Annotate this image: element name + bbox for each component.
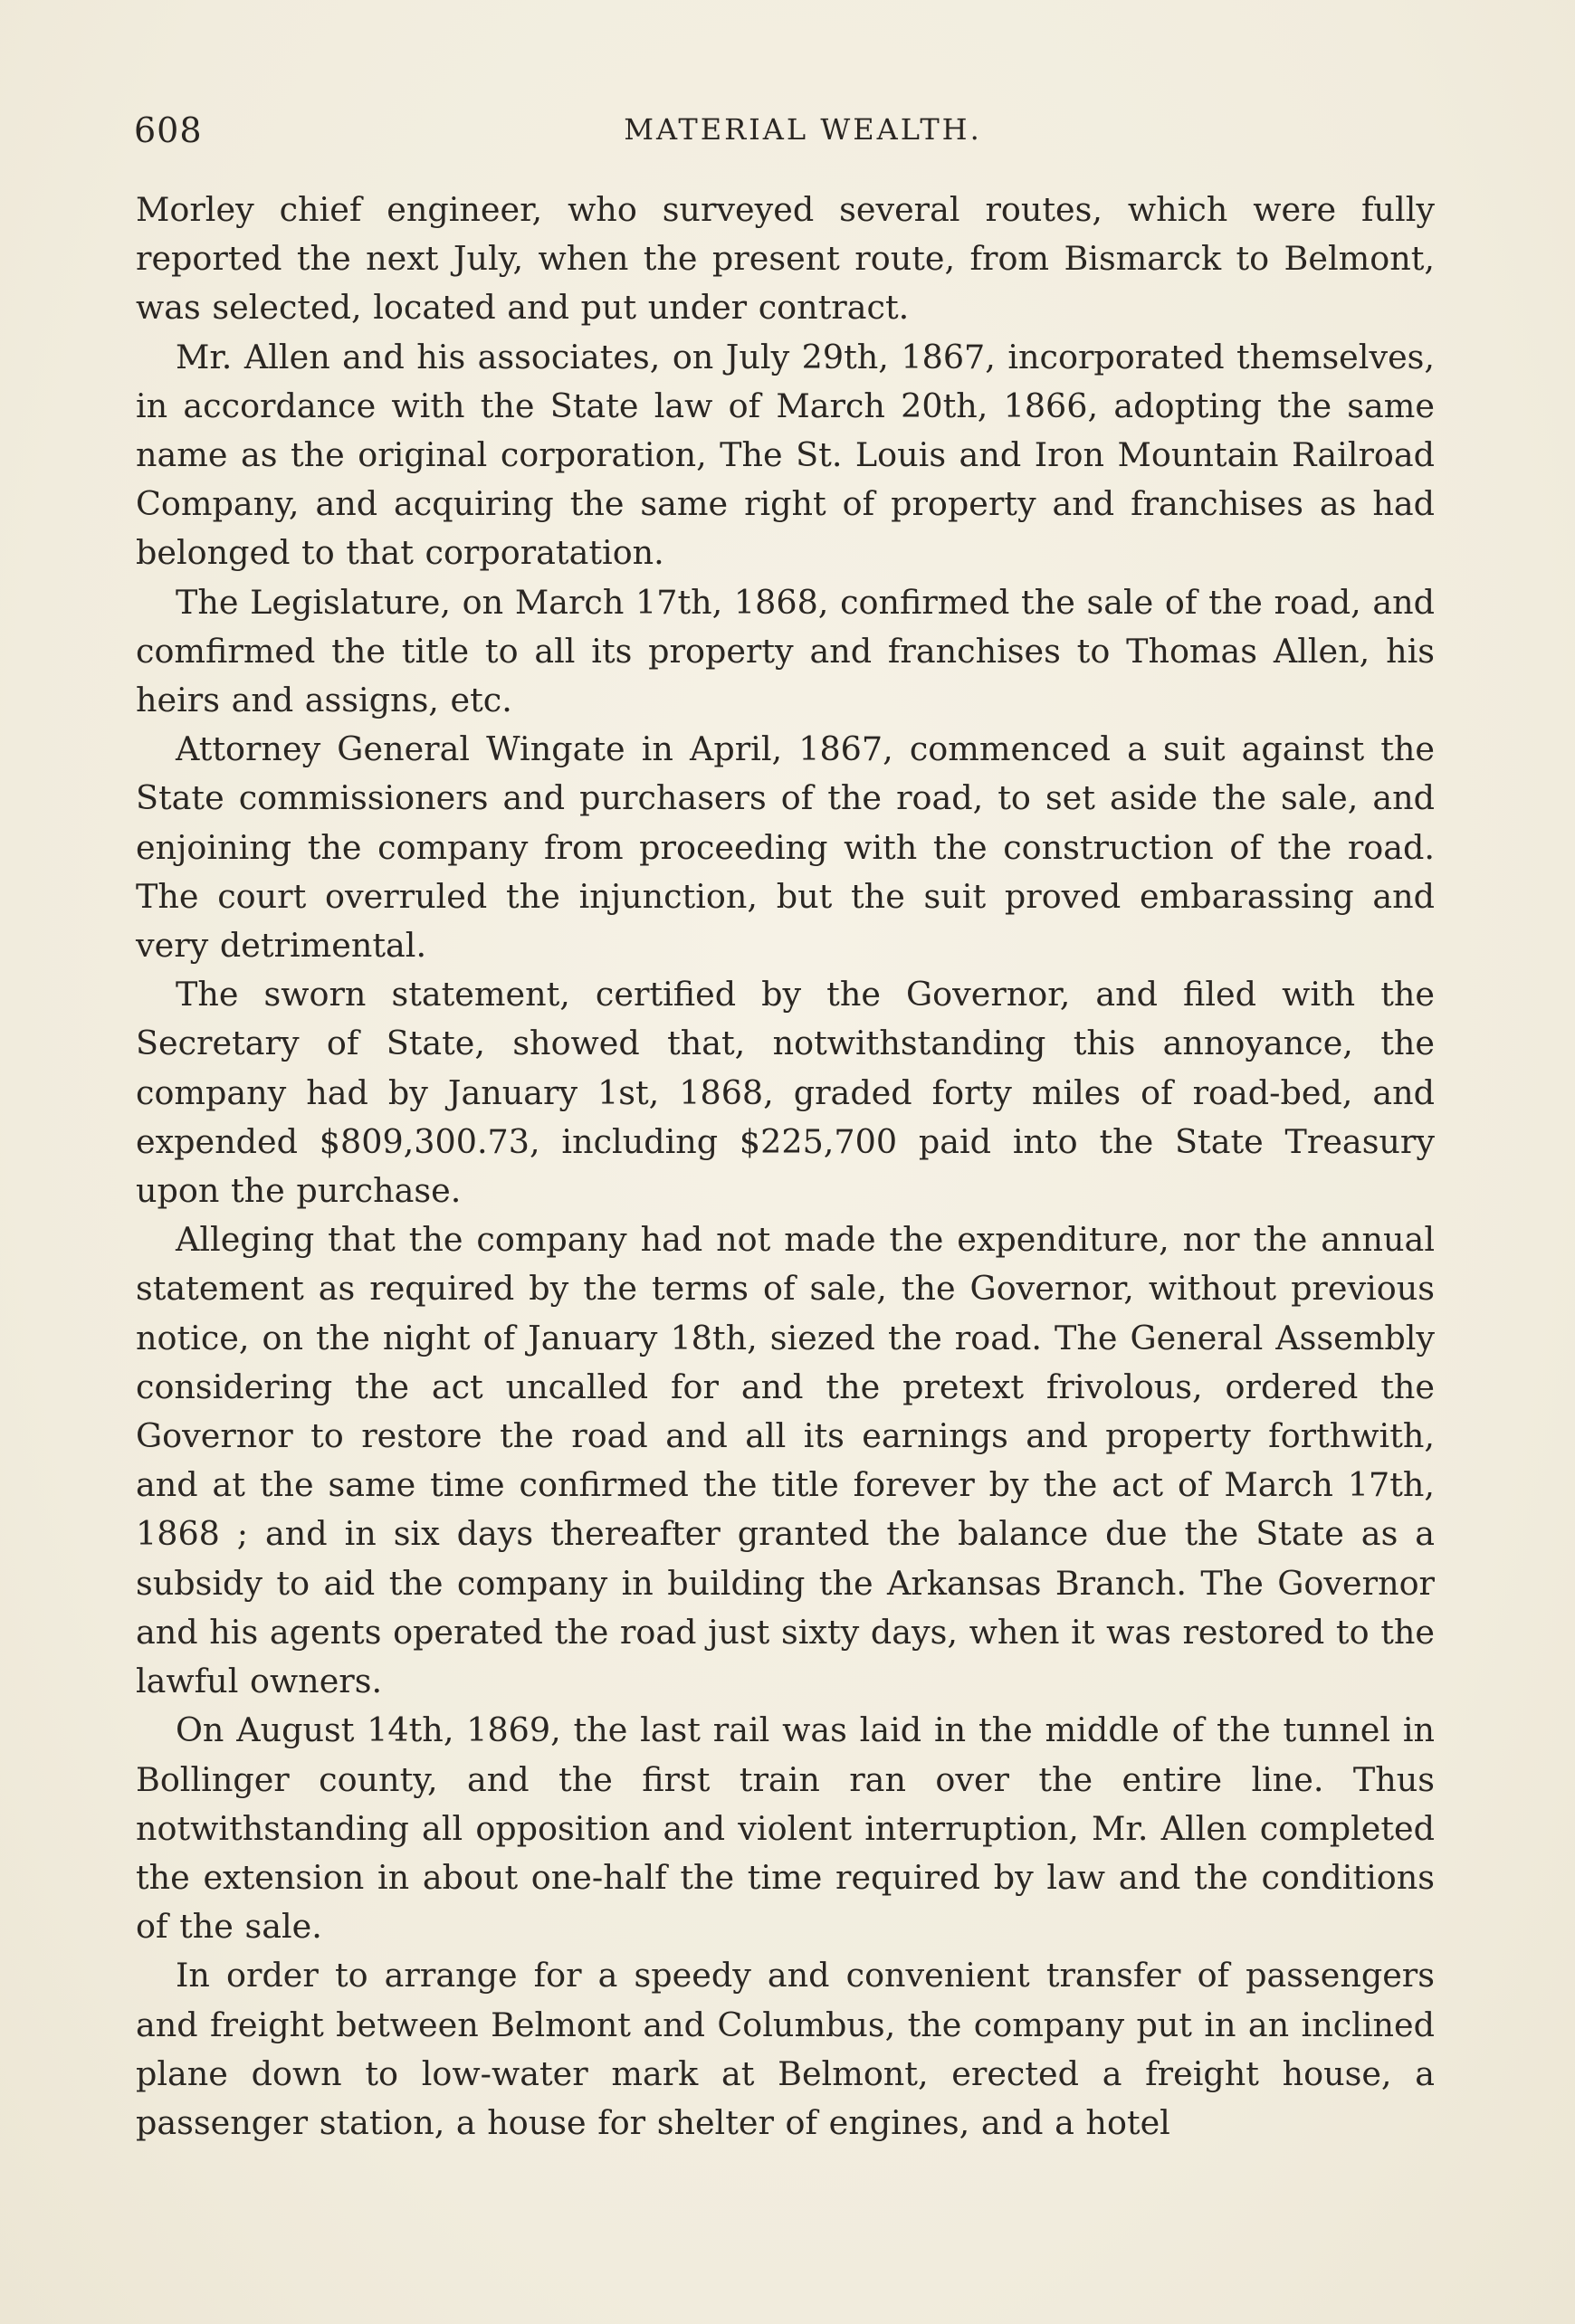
running-head (134, 110, 1436, 156)
body-text (136, 186, 1435, 2148)
paragraph: Mr. Allen and his associates, on July 29th, 1867, incorporated themselves, in accordance with the State law of March 20th, 1866, adopting the same name as the original corporation, The St. Louis and Iron Mountain Railroad Company, and acquiring the same right of property and franchises as had belonged to that corporatation. (136, 337, 1435, 573)
page-number: 608 (134, 110, 203, 150)
running-title: MATERIAL WEALTH. (624, 112, 982, 147)
paragraph: On August 14th, 1869, the last rail was laid in the middle of the tunnel in Bollinger county, and the first train ran over the entire line. Thus notwithstanding all opposition and violent interruption, Mr. Allen completed the extension in about one-half the time required by law and the conditions of the sale. (136, 1710, 1435, 1947)
paragraph: Alleging that the company had not made the expenditure, nor the annual statement as required by the terms of sale, the Governor, without previous notice, on the night of January 18th, siezed the road. The General Assembly considering the act uncalled for and the pretext frivolous, ordered the Governor to restore the road and all its earnings and property forthwith, and at the same time confirmed the title forever by the act of March 17th, 1868 ; and in six days thereafter granted the balance due the State as a subsidy to aid the company in building the Arkansas Branch. The Governor and his agents operated the road just sixty days, when it was restored to the lawful owners. (136, 1220, 1435, 1701)
paragraph: Attorney General Wingate in April, 1867, commenced a suit against the State commissioners and purchasers of the road, to set aside the sale, and enjoining the company from proceeding with the construction of the road. The court overruled the injunction, but the suit proved embarassing and very detrimental. (136, 729, 1435, 966)
paragraph: Morley chief engineer, who surveyed several routes, which were fully reported the next July, when the present route, from Bismarck to Belmont, was selected, located and put under contract. (136, 190, 1435, 328)
paragraph: In order to arrange for a speedy and convenient transfer of passengers and freight between Belmont and Columbus, the company put in an inclined plane down to low-water mark at Belmont, erected a freight house, a passenger station, a house for shelter of engines, and a hotel (136, 1956, 1435, 2142)
paragraph: The sworn statement, certified by the Governor, and filed with the Secretary of State, showed that, notwithstanding this annoyance, the company had by January 1st, 1868, graded forty miles of road-bed, and expended $809,300.73, including $225,700 paid into the State Treasury upon the purchase. (136, 975, 1435, 1211)
paragraph: The Legislature, on March 17th, 1868, confirmed the sale of the road, and comfirmed the title to all its property and franchises to Thomas Allen, his heirs and assigns, etc. (136, 582, 1435, 720)
